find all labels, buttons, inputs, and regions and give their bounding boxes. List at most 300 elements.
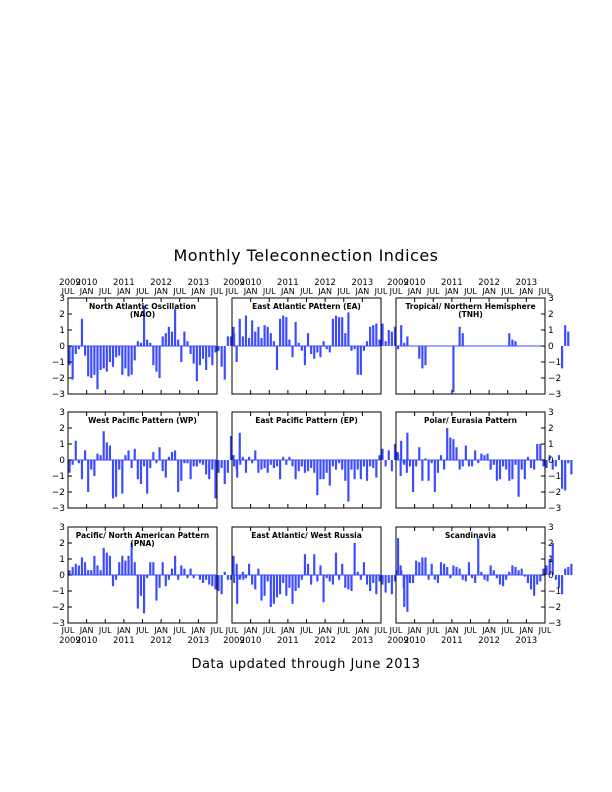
bar: [431, 460, 433, 463]
bar: [465, 575, 467, 581]
bar: [155, 460, 157, 463]
bar: [511, 565, 513, 575]
x-month-label: JAN: [482, 626, 496, 635]
bar: [276, 346, 278, 370]
bar: [103, 346, 105, 368]
bar: [84, 346, 86, 356]
bar: [381, 575, 383, 585]
y-tick-label: 2: [548, 310, 554, 320]
bar: [385, 341, 387, 346]
bar: [360, 460, 362, 479]
bar: [396, 570, 398, 575]
bar: [193, 575, 195, 578]
bar: [171, 452, 173, 460]
bar: [570, 460, 572, 474]
y-tick-label: 3: [548, 408, 554, 418]
bar: [518, 460, 520, 497]
bar: [245, 460, 247, 473]
bar: [236, 564, 238, 575]
bar: [354, 460, 356, 479]
bar: [78, 565, 80, 575]
bar: [505, 460, 507, 470]
bar: [208, 575, 210, 585]
bar: [239, 319, 241, 346]
bar: [165, 575, 167, 586]
panel-6: [396, 408, 572, 514]
bar: [183, 332, 185, 346]
bar: [449, 438, 451, 460]
bar: [183, 460, 185, 463]
x-year-label: 2013: [187, 278, 210, 288]
y-tick-label: 0: [548, 342, 554, 352]
bar: [459, 569, 461, 575]
bar: [208, 346, 210, 357]
x-year-label: 2013: [515, 636, 538, 646]
bar: [174, 556, 176, 575]
bar: [391, 332, 393, 346]
bar: [264, 575, 266, 596]
bar: [78, 460, 80, 463]
x-year-label: 2011: [113, 636, 135, 646]
bar: [499, 460, 501, 479]
x-month-label: JAN: [318, 626, 332, 635]
bar: [146, 575, 148, 578]
bar: [396, 452, 398, 460]
panels-grid: [52, 278, 573, 646]
bar: [530, 575, 532, 589]
bar: [381, 449, 383, 460]
y-tick-label: −1: [51, 587, 65, 597]
bar: [310, 346, 312, 354]
bar: [227, 336, 229, 346]
x-month-label: JAN: [318, 287, 332, 296]
bar: [96, 454, 98, 460]
y-tick-label: −1: [51, 472, 65, 482]
bar: [388, 450, 390, 460]
bar: [486, 575, 488, 581]
x-month-label: JAN: [355, 287, 370, 296]
panel-3: [387, 278, 569, 400]
bar: [257, 460, 259, 473]
bar: [162, 336, 164, 346]
panel-9: [387, 523, 572, 646]
panel-title: East Atlantic PAttern (EA): [252, 302, 361, 311]
x-year-label: 2010: [403, 278, 426, 288]
bar: [236, 460, 238, 470]
bar: [385, 575, 387, 593]
x-month-label: JAN: [407, 626, 422, 635]
bar: [347, 312, 349, 346]
panel-1: [52, 278, 235, 400]
bar: [282, 457, 284, 460]
bar: [335, 460, 337, 470]
y-tick-label: −3: [51, 390, 65, 400]
bar: [496, 575, 498, 578]
bar: [295, 575, 297, 591]
bar: [391, 460, 393, 471]
y-tick-label: 0: [59, 342, 65, 352]
x-month-label: JAN: [191, 287, 206, 296]
bar: [316, 460, 318, 495]
bar: [511, 460, 513, 479]
bar: [564, 569, 566, 575]
bar: [112, 460, 114, 498]
bar: [186, 575, 188, 578]
bar: [428, 575, 430, 580]
bar: [106, 442, 108, 460]
bar: [307, 564, 309, 575]
panel-title: Polar/ Eurasia Pattern: [424, 416, 517, 425]
bar: [68, 460, 70, 473]
bar: [412, 460, 414, 492]
bar: [307, 333, 309, 346]
bar: [338, 575, 340, 580]
bar: [480, 572, 482, 575]
bar: [428, 460, 430, 481]
bar: [468, 562, 470, 575]
bar: [146, 340, 148, 346]
bar: [431, 564, 433, 575]
bar: [322, 460, 324, 479]
x-month-label: JAN: [519, 626, 534, 635]
bar: [162, 562, 164, 575]
bar: [232, 556, 234, 575]
bar: [217, 346, 219, 351]
y-tick-label: 2: [548, 424, 554, 434]
y-tick-label: −2: [51, 488, 65, 498]
x-year-label: 2011: [441, 636, 463, 646]
bar: [193, 460, 195, 466]
bar: [459, 327, 461, 346]
bar: [279, 460, 281, 479]
bar: [326, 460, 328, 473]
bar: [168, 457, 170, 460]
bar: [146, 460, 148, 494]
bar: [171, 332, 173, 346]
bar: [257, 327, 259, 346]
bar: [87, 346, 89, 376]
bar: [564, 460, 566, 490]
bar: [217, 460, 219, 473]
panel-title: West Pacific Pattern (WP): [88, 416, 197, 425]
bar: [127, 346, 129, 376]
bar: [341, 564, 343, 575]
bar: [561, 460, 563, 489]
x-month-label: JUL: [98, 626, 112, 635]
bar: [391, 575, 393, 594]
bar: [533, 575, 535, 596]
data-updated-note: Data updated through June 2013: [191, 657, 421, 672]
x-month-label: JAN: [117, 626, 131, 635]
bar: [93, 556, 95, 575]
x-year-label: 2009: [387, 278, 409, 288]
x-month-label: JUL: [337, 626, 351, 635]
bar: [196, 460, 198, 466]
bar: [158, 575, 160, 588]
bar: [211, 346, 213, 365]
bar: [440, 562, 442, 575]
y-tick-label: −2: [548, 603, 562, 613]
bar: [313, 554, 315, 575]
bar: [304, 554, 306, 575]
x-year-label: 2009: [59, 278, 81, 288]
bar: [152, 562, 154, 575]
bar: [424, 557, 426, 575]
bar: [335, 553, 337, 575]
bar: [536, 575, 538, 585]
bar: [477, 538, 479, 575]
bar: [140, 575, 142, 596]
x-month-label: JUL: [210, 287, 224, 296]
bar: [310, 460, 312, 468]
x-month-label: JUL: [262, 626, 276, 635]
bar: [406, 575, 408, 578]
bar: [474, 575, 476, 583]
bar: [276, 460, 278, 466]
bar: [406, 433, 408, 460]
bar: [124, 455, 126, 460]
x-month-label: JUL: [501, 626, 515, 635]
bar: [446, 428, 448, 460]
bar: [84, 450, 86, 460]
bar: [443, 564, 445, 575]
bar: [121, 460, 123, 494]
bar: [354, 346, 356, 349]
bar: [100, 346, 102, 370]
bar: [93, 460, 95, 476]
bar: [480, 454, 482, 460]
bar: [329, 346, 331, 352]
panel-title: East Atlantic/ West Russia: [251, 531, 362, 540]
y-tick-label: 1: [59, 440, 65, 450]
bar: [106, 553, 108, 575]
bar: [174, 450, 176, 460]
bar: [248, 457, 250, 460]
x-year-label: 2010: [239, 636, 262, 646]
bar: [418, 346, 420, 359]
bar: [332, 319, 334, 346]
bar: [502, 460, 504, 466]
bar: [437, 460, 439, 473]
bar: [75, 441, 77, 460]
bar: [350, 575, 352, 591]
y-tick-label: −1: [548, 358, 562, 368]
bar: [264, 325, 266, 346]
bar: [440, 455, 442, 460]
bar: [224, 460, 226, 484]
bar: [301, 575, 303, 580]
bar: [221, 460, 223, 468]
x-month-label: JAN: [154, 287, 168, 296]
bar: [477, 460, 479, 463]
bar: [421, 557, 423, 575]
panel-title: East Pacific Pattern (EP): [255, 416, 358, 425]
x-month-label: JUL: [374, 287, 388, 296]
bar: [103, 431, 105, 460]
bar: [406, 460, 408, 473]
x-month-label: JAN: [519, 287, 534, 296]
x-month-label: JUL: [426, 626, 440, 635]
bar: [260, 575, 262, 601]
bar: [134, 449, 136, 460]
y-tick-label: −3: [548, 504, 562, 514]
x-year-label: 2009: [223, 278, 245, 288]
bar: [68, 570, 70, 575]
bar: [341, 317, 343, 346]
bar: [121, 556, 123, 575]
bar: [381, 324, 383, 346]
bar: [508, 460, 510, 481]
bar: [168, 327, 170, 346]
bar: [524, 575, 526, 577]
bar: [298, 343, 300, 346]
bar: [202, 346, 204, 359]
bar: [143, 460, 145, 466]
bar: [236, 575, 238, 604]
bar: [257, 569, 259, 575]
bar: [279, 319, 281, 346]
bar: [459, 460, 461, 470]
bar: [357, 346, 359, 375]
bar: [211, 460, 213, 470]
bar: [344, 575, 346, 588]
bar: [363, 562, 365, 575]
panel-title: (NAO): [129, 310, 156, 319]
bar: [511, 340, 513, 346]
bar: [521, 460, 523, 470]
bar: [224, 572, 226, 575]
bar: [131, 346, 133, 375]
bar: [199, 575, 201, 580]
bar: [221, 575, 223, 594]
bar: [242, 572, 244, 575]
bar: [118, 562, 120, 575]
bar: [530, 460, 532, 468]
bar: [415, 561, 417, 575]
bar: [465, 446, 467, 460]
bar: [140, 343, 142, 346]
bar: [273, 575, 275, 604]
bar: [205, 460, 207, 474]
bar: [155, 575, 157, 601]
bar: [118, 460, 120, 470]
x-month-label: JAN: [117, 287, 131, 296]
bar: [462, 460, 464, 466]
bar: [267, 327, 269, 346]
bar: [421, 346, 423, 368]
bar: [335, 316, 337, 346]
y-tick-label: 1: [548, 555, 554, 565]
y-tick-label: −1: [548, 587, 562, 597]
x-year-label: 2010: [75, 278, 98, 288]
bar: [508, 333, 510, 346]
bar: [295, 322, 297, 346]
bar: [502, 575, 504, 586]
x-year-label: 2012: [314, 278, 336, 288]
bar: [490, 565, 492, 575]
bar: [239, 460, 241, 465]
bar: [291, 346, 293, 357]
x-month-label: JAN: [154, 626, 168, 635]
bar: [78, 346, 80, 349]
bar: [109, 346, 111, 362]
bar: [72, 460, 74, 465]
bar: [248, 564, 250, 575]
x-month-label: JAN: [191, 626, 206, 635]
bar: [233, 460, 235, 466]
bar: [242, 336, 244, 346]
bar: [415, 460, 417, 466]
bar: [508, 572, 510, 575]
bar: [90, 460, 92, 470]
x-month-label: JUL: [210, 626, 224, 635]
x-month-label: JUL: [501, 287, 515, 296]
x-year-label: 2011: [441, 278, 463, 288]
y-tick-label: 1: [548, 326, 554, 336]
bar: [180, 346, 182, 362]
bar: [558, 455, 560, 460]
bar: [329, 460, 331, 486]
bar: [366, 341, 368, 346]
x-month-label: JAN: [281, 626, 295, 635]
bar: [372, 575, 374, 583]
y-tick-label: 3: [59, 294, 65, 304]
y-tick-label: 3: [59, 523, 65, 533]
bar: [322, 341, 324, 346]
bar: [542, 460, 544, 466]
bar: [406, 575, 408, 612]
x-month-label: JUL: [464, 287, 477, 296]
bar: [360, 346, 362, 375]
x-month-label: JUL: [300, 626, 313, 635]
bar: [72, 567, 74, 575]
y-tick-label: 2: [59, 424, 65, 434]
bar: [406, 336, 408, 346]
bar: [131, 460, 133, 468]
x-year-label: 2009: [59, 636, 81, 646]
bar: [214, 460, 216, 498]
bar: [369, 460, 371, 466]
bar: [81, 460, 83, 479]
y-tick-label: 0: [59, 456, 65, 466]
bar: [264, 460, 266, 468]
bar: [350, 460, 352, 470]
bar: [121, 346, 123, 375]
bar: [357, 572, 359, 575]
bar: [462, 575, 464, 580]
bar: [455, 567, 457, 575]
bar: [239, 575, 241, 580]
bar: [369, 575, 371, 591]
bar: [285, 575, 287, 596]
panel-title: North Atlantic Oscillation: [89, 302, 196, 311]
bar: [254, 332, 256, 346]
x-month-label: JAN: [79, 287, 94, 296]
bar: [455, 447, 457, 460]
bar: [452, 439, 454, 460]
bar: [403, 575, 405, 588]
bar: [514, 341, 516, 346]
bar: [567, 332, 569, 346]
bar: [388, 330, 390, 346]
bar: [152, 346, 154, 365]
bar: [115, 575, 117, 580]
x-year-label: 2012: [478, 636, 500, 646]
bar: [106, 346, 108, 372]
bar: [363, 460, 365, 466]
bar: [375, 324, 377, 346]
bar: [137, 341, 139, 346]
